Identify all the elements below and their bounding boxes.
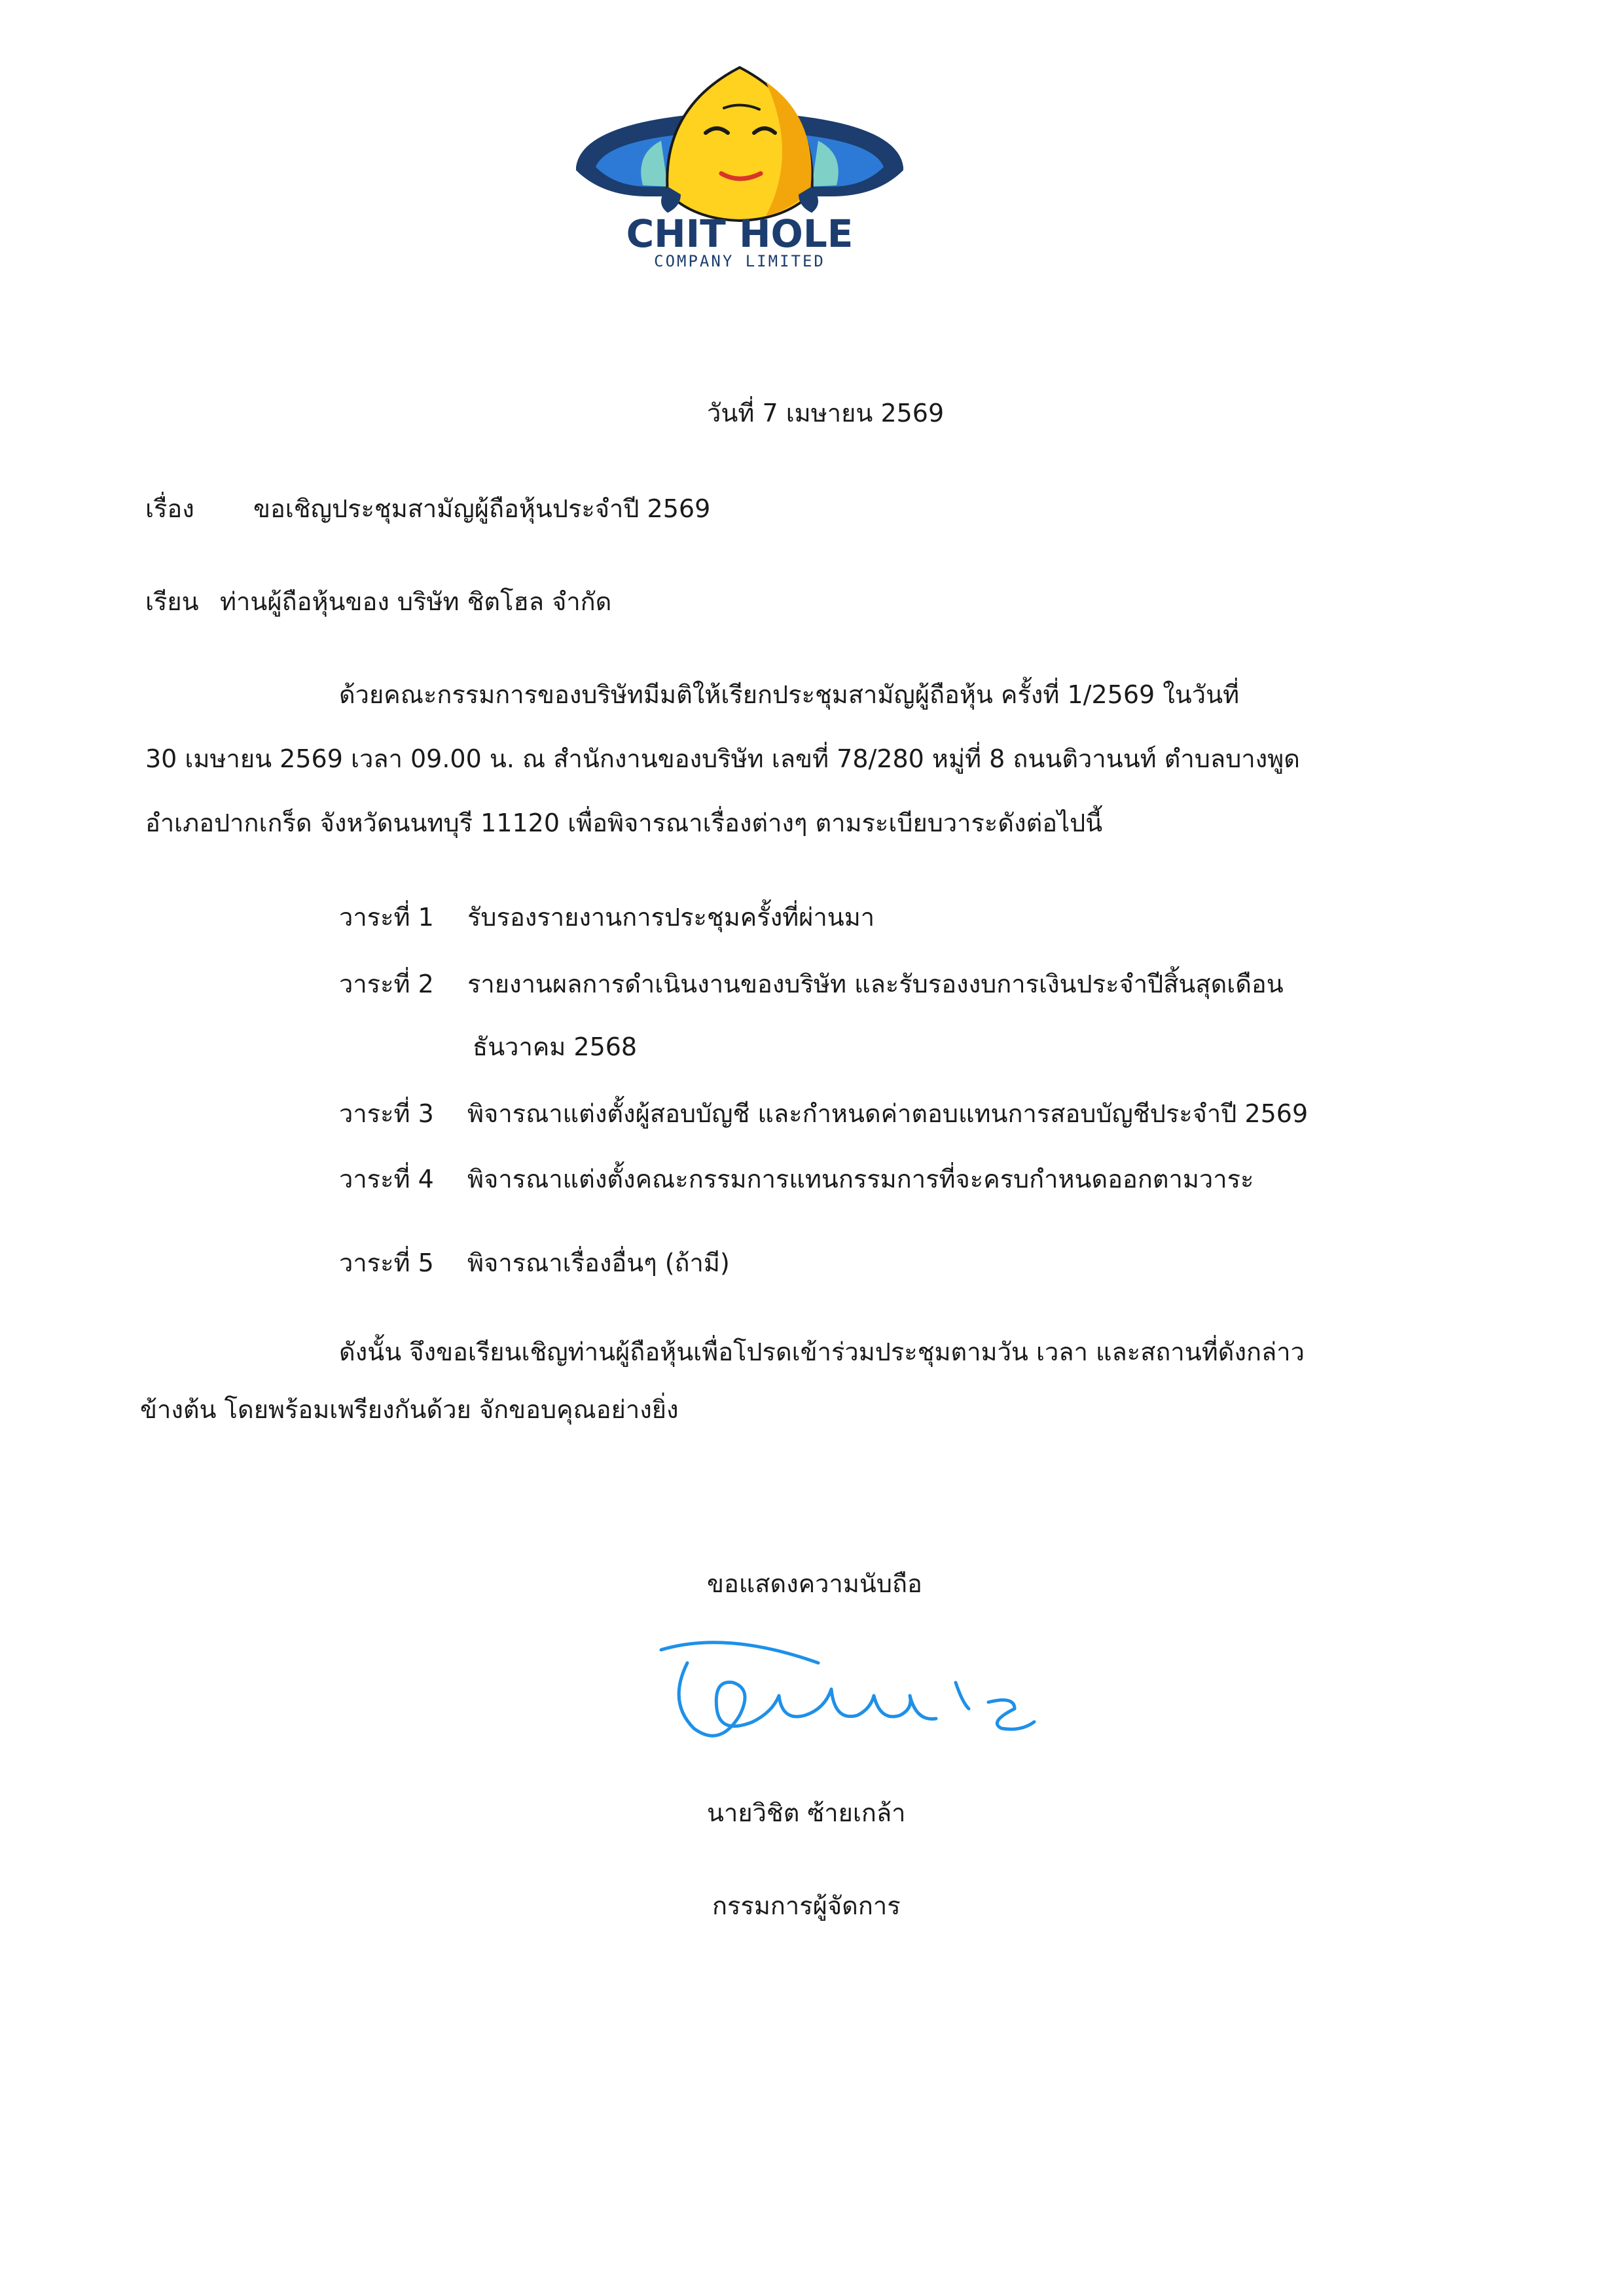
logo-company-name: CHIT HOLE (626, 211, 854, 256)
agenda-label: วาระที่ 3 (339, 1099, 434, 1128)
regards-text: ขอแสดงความนับถือ (707, 1569, 922, 1598)
agenda-label: วาระที่ 1 (339, 903, 434, 932)
agenda-text: รายงานผลการดำเนินงานของบริษัท และรับรองงบการเงินประจำปีสิ้นสุดเดือน (467, 970, 1284, 998)
agenda-label: วาระที่ 5 (339, 1248, 434, 1277)
subject-text: ขอเชิญประชุมสามัญผู้ถือหุ้นประจำปี 2569 (253, 494, 711, 523)
agenda-text: พิจารณาเรื่องอื่นๆ (ถ้ามี) (467, 1248, 730, 1277)
agenda-label: วาระที่ 4 (339, 1165, 434, 1194)
agenda-text: พิจารณาแต่งตั้งคณะกรรมการแทนกรรมการที่จะครบกำหนดออกตามวาระ (467, 1165, 1254, 1194)
signatory-position: กรรมการผู้จัดการ (712, 1891, 901, 1920)
recipient-label: เรียน (145, 587, 199, 616)
agenda-text: พิจารณาแต่งตั้งผู้สอบบัญชี และกำหนดค่าตอบแทนการสอบบัญชีประจำปี 2569 (467, 1099, 1308, 1128)
agenda-text-continued: ธันวาคม 2568 (473, 1032, 638, 1061)
closing-line: ดังนั้น จึงขอเรียนเชิญท่านผู้ถือหุ้นเพื่อโปรดเข้าร่วมประชุมตามวัน เวลา และสถานที่ดังกล่าว (339, 1338, 1305, 1366)
subject-label: เรื่อง (145, 494, 194, 523)
company-logo (569, 56, 910, 272)
signature (648, 1624, 1041, 1755)
intro-line: อำเภอปากเกร็ด จังหวัดนนทบุรี 11120 เพื่อพิจารณาเรื่องต่างๆ ตามระเบียบวาระดังต่อไปนี้ (145, 809, 1103, 837)
letter-date: วันที่ 7 เมษายน 2569 (707, 399, 945, 428)
signatory-name: นายวิชิต ซ้ายเกล้า (707, 1798, 906, 1827)
agenda-label: วาระที่ 2 (339, 970, 434, 998)
logo-company-suffix: COMPANY LIMITED (654, 252, 825, 270)
intro-line: ด้วยคณะกรรมการของบริษัทมีมติให้เรียกประชุมสามัญผู้ถือหุ้น ครั้งที่ 1/2569 ในวันที่ (339, 680, 1240, 709)
agenda-text: รับรองรายงานการประชุมครั้งที่ผ่านมา (467, 903, 875, 932)
intro-line: 30 เมษายน 2569 เวลา 09.00 น. ณ สำนักงานของบริษัท เลขที่ 78/280 หมู่ที่ 8 ถนนติวานนท์ ตำบลบางพูด (145, 744, 1300, 773)
recipient-text: ท่านผู้ถือหุ้นของ บริษัท ชิตโฮล จำกัด (220, 587, 612, 616)
closing-line: ข้างต้น โดยพร้อมเพรียงกันด้วย จักขอบคุณอย่างยิ่ง (140, 1395, 679, 1424)
